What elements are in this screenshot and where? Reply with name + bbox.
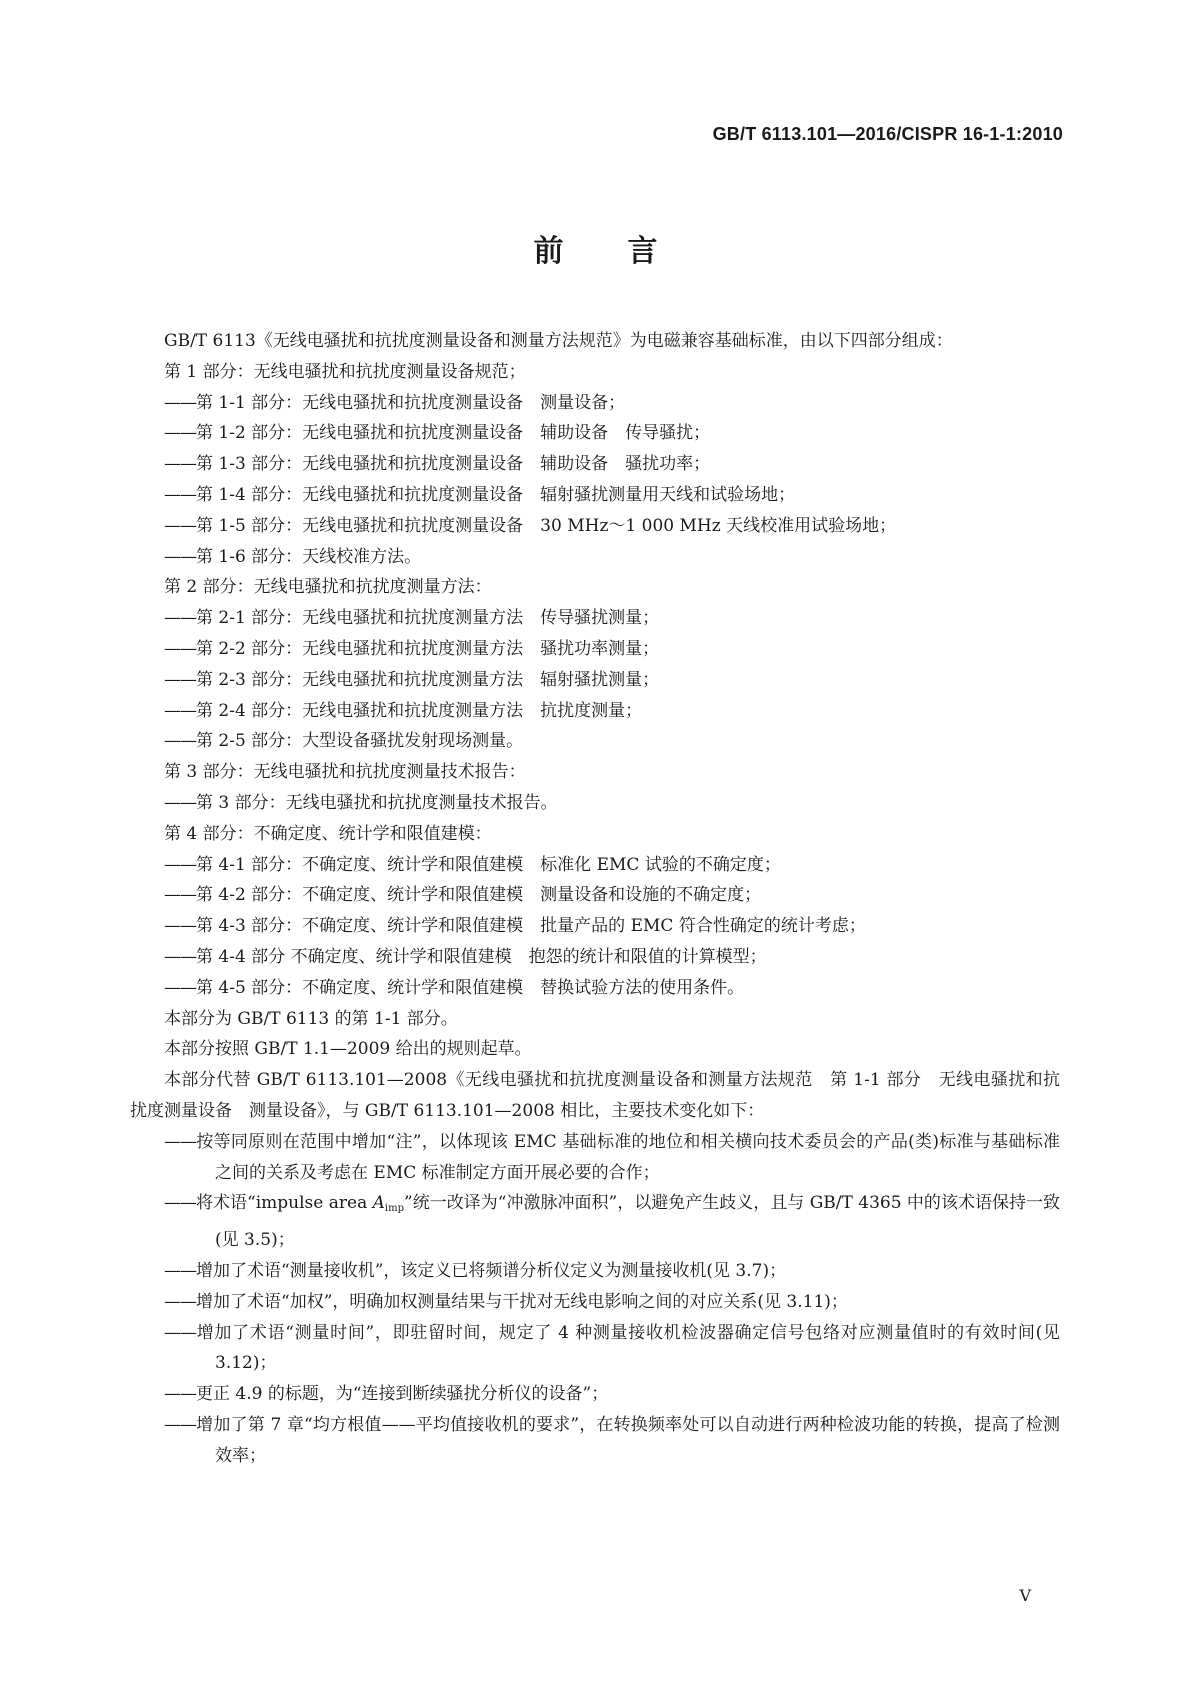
dash-mark: —— (164, 700, 196, 721)
intro-paragraph: GB/T 6113《无线电骚扰和抗扰度测量设备和测量方法规范》为电磁兼容基础标准，由以下四部分组成： (164, 331, 953, 351)
sub-part-item: ——第 1-6 部分：天线校准方法。 (164, 546, 422, 567)
change-item: ——将术语“impulse area $A_{imp}$”统一改译为“冲激脉冲面积”，以避免产生歧义，且与 GB/T 4365 中的该术语保持一致(见 3.5)； (164, 1193, 1060, 1251)
replacement-paragraph: 本部分代替 GB/T 6113.101—2008《无线电骚扰和抗扰度测量设备和测量方法规范 第 1-1 部分 无线电骚扰和抗扰度测量设备 测量设备》，与 GB/T 6113.101—2008 相比，主要技术变化如下： (130, 1070, 1060, 1121)
sub-part-item: ——第 1-3 部分：无线电骚扰和抗扰度测量设备 辅助设备 骚扰功率； (164, 454, 711, 475)
dash-mark: —— (164, 638, 196, 659)
foreword-body (130, 326, 1060, 1471)
sub-part-item: ——第 1-5 部分：无线电骚扰和抗扰度测量设备 30 MHz～1 000 MHz 天线校准用试验场地； (164, 515, 897, 536)
dash-mark: —— (164, 1291, 196, 1312)
change-item: ——增加了术语“测量时间”，即驻留时间，规定了 4 种测量接收机检波器确定信号包络对应测量值时的有效时间(见 3.12)； (164, 1322, 1060, 1374)
change-item: ——按等同原则在范围中增加“注”，以体现该 EMC 基础标准的地位和相关横向技术委员会的产品(类)标准与基础标准之间的关系及考虑在 EMC 标准制定方面开展必要的合作； (164, 1131, 1060, 1183)
dash-mark: —— (164, 916, 196, 937)
dash-mark: —— (164, 1384, 196, 1405)
change-item: ——增加了第 7 章“均方根值——平均值接收机的要求”，在转换频率处可以自动进行两种检波功能的转换，提高了检测效率； (164, 1414, 1060, 1466)
drafting-note: 本部分按照 GB/T 1.1—2009 给出的规则起草。 (164, 1039, 532, 1060)
sub-part-item: ——第 2-4 部分：无线电骚扰和抗扰度测量方法 抗扰度测量； (164, 700, 643, 721)
sub-part-item: ——第 4-3 部分：不确定度、统计学和限值建模 批量产品的 EMC 符合性确定的统计考虑； (164, 916, 866, 937)
change-item: ——增加了术语“测量接收机”，该定义已将频谱分析仪定义为测量接收机(见 3.7)； (164, 1260, 787, 1281)
sub-part-item: ——第 1-2 部分：无线电骚扰和抗扰度测量设备 辅助设备 传导骚扰； (164, 423, 711, 444)
dash-mark: —— (164, 608, 196, 629)
part-heading: 第 4 部分：不确定度、统计学和限值建模： (164, 823, 492, 844)
dash-mark: —— (164, 669, 196, 690)
symbol-subscript: imp (384, 1203, 404, 1215)
dash-mark: —— (164, 885, 196, 906)
sub-part-item: ——第 1-4 部分：无线电骚扰和抗扰度测量设备 辐射骚扰测量用天线和试验场地； (164, 484, 796, 505)
sub-part-item: ——第 2-2 部分：无线电骚扰和抗扰度测量方法 骚扰功率测量； (164, 638, 660, 659)
dash-mark: —— (164, 484, 196, 505)
sub-part-item: ——第 4-1 部分：不确定度、统计学和限值建模 标准化 EMC 试验的不确定度； (164, 854, 781, 875)
sub-part-item: ——第 2-3 部分：无线电骚扰和抗扰度测量方法 辐射骚扰测量； (164, 669, 660, 690)
part-heading: 第 1 部分：无线电骚扰和抗扰度测量设备规范； (164, 361, 526, 382)
sub-part-item: ——第 2-5 部分：大型设备骚扰发射现场测量。 (164, 731, 524, 752)
dash-mark: —— (164, 392, 196, 413)
dash-mark: —— (164, 454, 196, 475)
dash-mark: —— (164, 1322, 196, 1343)
dash-mark: —— (164, 946, 196, 967)
dash-mark: —— (164, 1131, 196, 1152)
document-header: GB/T 6113.101—2016/CISPR 16-1-1:2010 (712, 124, 1063, 144)
dash-mark: —— (164, 1414, 196, 1435)
page-title: 前言 (533, 234, 722, 269)
dash-mark: —— (164, 1260, 196, 1281)
sub-part-item: ——第 4-4 部分 不确定度、统计学和限值建模 抱怨的统计和限值的计算模型； (164, 946, 767, 967)
sub-part-item: ——第 3 部分：无线电骚扰和抗扰度测量技术报告。 (164, 792, 558, 813)
page-number: V (1019, 1586, 1031, 1605)
dash-mark: —— (164, 546, 196, 567)
dash-mark: —— (164, 854, 196, 875)
sub-part-item: ——第 4-2 部分：不确定度、统计学和限值建模 测量设备和设施的不确定度； (164, 885, 762, 906)
change-item: ——更正 4.9 的标题，为“连接到断续骚扰分析仪的设备”； (164, 1384, 609, 1405)
parts-list (130, 357, 1060, 1004)
sub-part-item: ——第 4-5 部分：不确定度、统计学和限值建模 替换试验方法的使用条件。 (164, 977, 745, 998)
sub-part-item: ——第 1-1 部分：无线电骚扰和抗扰度测量设备 测量设备； (164, 392, 626, 413)
dash-mark: —— (164, 515, 196, 536)
part-heading: 第 3 部分：无线电骚扰和抗扰度测量技术报告： (164, 762, 526, 783)
dash-mark: —— (164, 977, 196, 998)
symbol-a: A (372, 1193, 385, 1214)
dash-mark: —— (164, 792, 196, 813)
scope-note: 本部分为 GB/T 6113 的第 1-1 部分。 (164, 1008, 458, 1029)
dash-mark: —— (164, 731, 196, 752)
sub-part-item: ——第 2-1 部分：无线电骚扰和抗扰度测量方法 传导骚扰测量； (164, 608, 660, 629)
change-item: ——增加了术语“加权”，明确加权测量结果与干扰对无线电影响之间的对应关系(见 3.11)； (164, 1291, 848, 1312)
part-heading: 第 2 部分：无线电骚扰和抗扰度测量方法： (164, 577, 492, 598)
dash-mark: —— (164, 423, 196, 444)
dash-mark: —— (164, 1193, 196, 1214)
